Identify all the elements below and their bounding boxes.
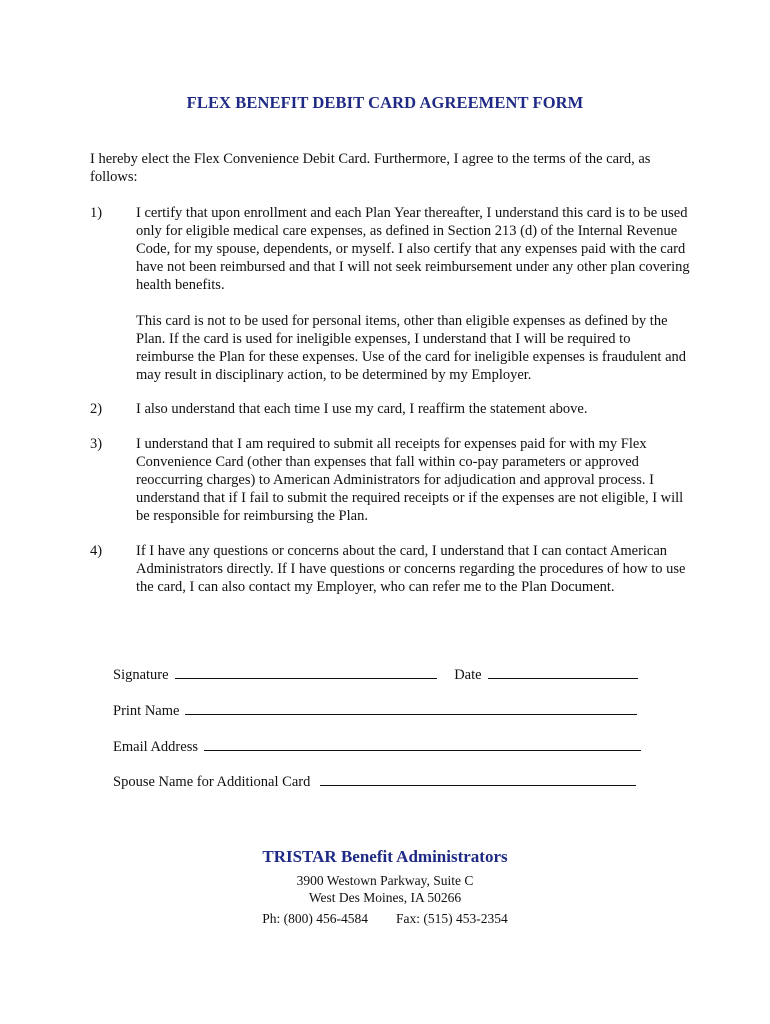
item-number: 1) — [90, 205, 103, 221]
intro-paragraph: I hereby elect the Flex Convenience Debit Card. Furthermore, I agree to the terms of the card, as follows: — [90, 151, 651, 185]
signature-label: Signature — [113, 667, 169, 683]
signature-field[interactable] — [113, 667, 638, 684]
item-number: 4) — [90, 543, 103, 559]
agreement-item-3 — [90, 435, 690, 525]
item-paragraph: I understand that I am required to submit all receipts for expenses paid for with my Flex Convenience Card (other than expenses that fall within co-pay parameters or approved reoccurring charges) to American Administrators for adjudication and approval process. I understand that if I fail to submit the required receipts or if the expenses are not eligible, I will be responsible for reimbursing the Plan. — [136, 436, 684, 524]
signature-line[interactable] — [175, 677, 437, 679]
item-paragraph: I certify that upon enrollment and each Plan Year thereafter, I understand this card is to be used only for eligible medical care expenses, as defined in Section 213 (d) of the Internal Revenue Code, for my spouse, dependents, or myself. I also certify that any expenses paid with the card have not been reimbursed and that I will not seek reimbursement under any other plan covering health benefits. — [136, 205, 690, 293]
email-label: Email Address — [113, 739, 198, 755]
item-paragraph: If I have any questions or concerns about the card, I understand that I can contact American Administrators directly. If I have questions or concerns regarding the procedures of how to use the card, I can also contact my Employer, who can refer me to the Plan Document. — [136, 543, 686, 595]
email-field[interactable] — [113, 739, 641, 756]
item-number: 3) — [90, 436, 103, 452]
company-phone: Ph: (800) 456-4584 — [262, 911, 368, 926]
company-contact — [0, 911, 770, 927]
agreement-item-4 — [90, 542, 690, 596]
email-line[interactable] — [204, 749, 641, 751]
item-paragraph: This card is not to be used for personal items, other than eligible expenses as defined by the Plan. If the card is used for ineligible expenses, I understand that I will be required to reimburse the Plan for these expenses. Use of the card for ineligible expenses is fraudulent and may result in disciplinary action, to be determined by my Employer. — [136, 313, 687, 383]
agreement-item-2 — [90, 400, 690, 418]
company-address-line1: 3900 Westown Parkway, Suite C — [296, 873, 474, 888]
date-line[interactable] — [488, 677, 638, 679]
spouse-name-label: Spouse Name for Additional Card — [113, 774, 311, 790]
company-fax: Fax: (515) 453-2354 — [396, 911, 508, 926]
item-number: 2) — [90, 401, 103, 417]
spouse-name-line[interactable] — [320, 784, 636, 786]
agreement-item-1 — [90, 204, 690, 384]
company-name: TRISTAR Benefit Administrators — [262, 847, 508, 866]
date-label: Date — [454, 667, 482, 683]
print-name-label: Print Name — [113, 703, 180, 719]
spouse-name-field[interactable] — [113, 774, 636, 791]
form-title: FLEX BENEFIT DEBIT CARD AGREEMENT FORM — [186, 93, 584, 112]
item-paragraph: I also understand that each time I use my card, I reaffirm the statement above. — [136, 401, 588, 417]
print-name-line[interactable] — [185, 713, 637, 715]
company-address-line2: West Des Moines, IA 50266 — [308, 890, 462, 905]
print-name-field[interactable] — [113, 703, 637, 720]
